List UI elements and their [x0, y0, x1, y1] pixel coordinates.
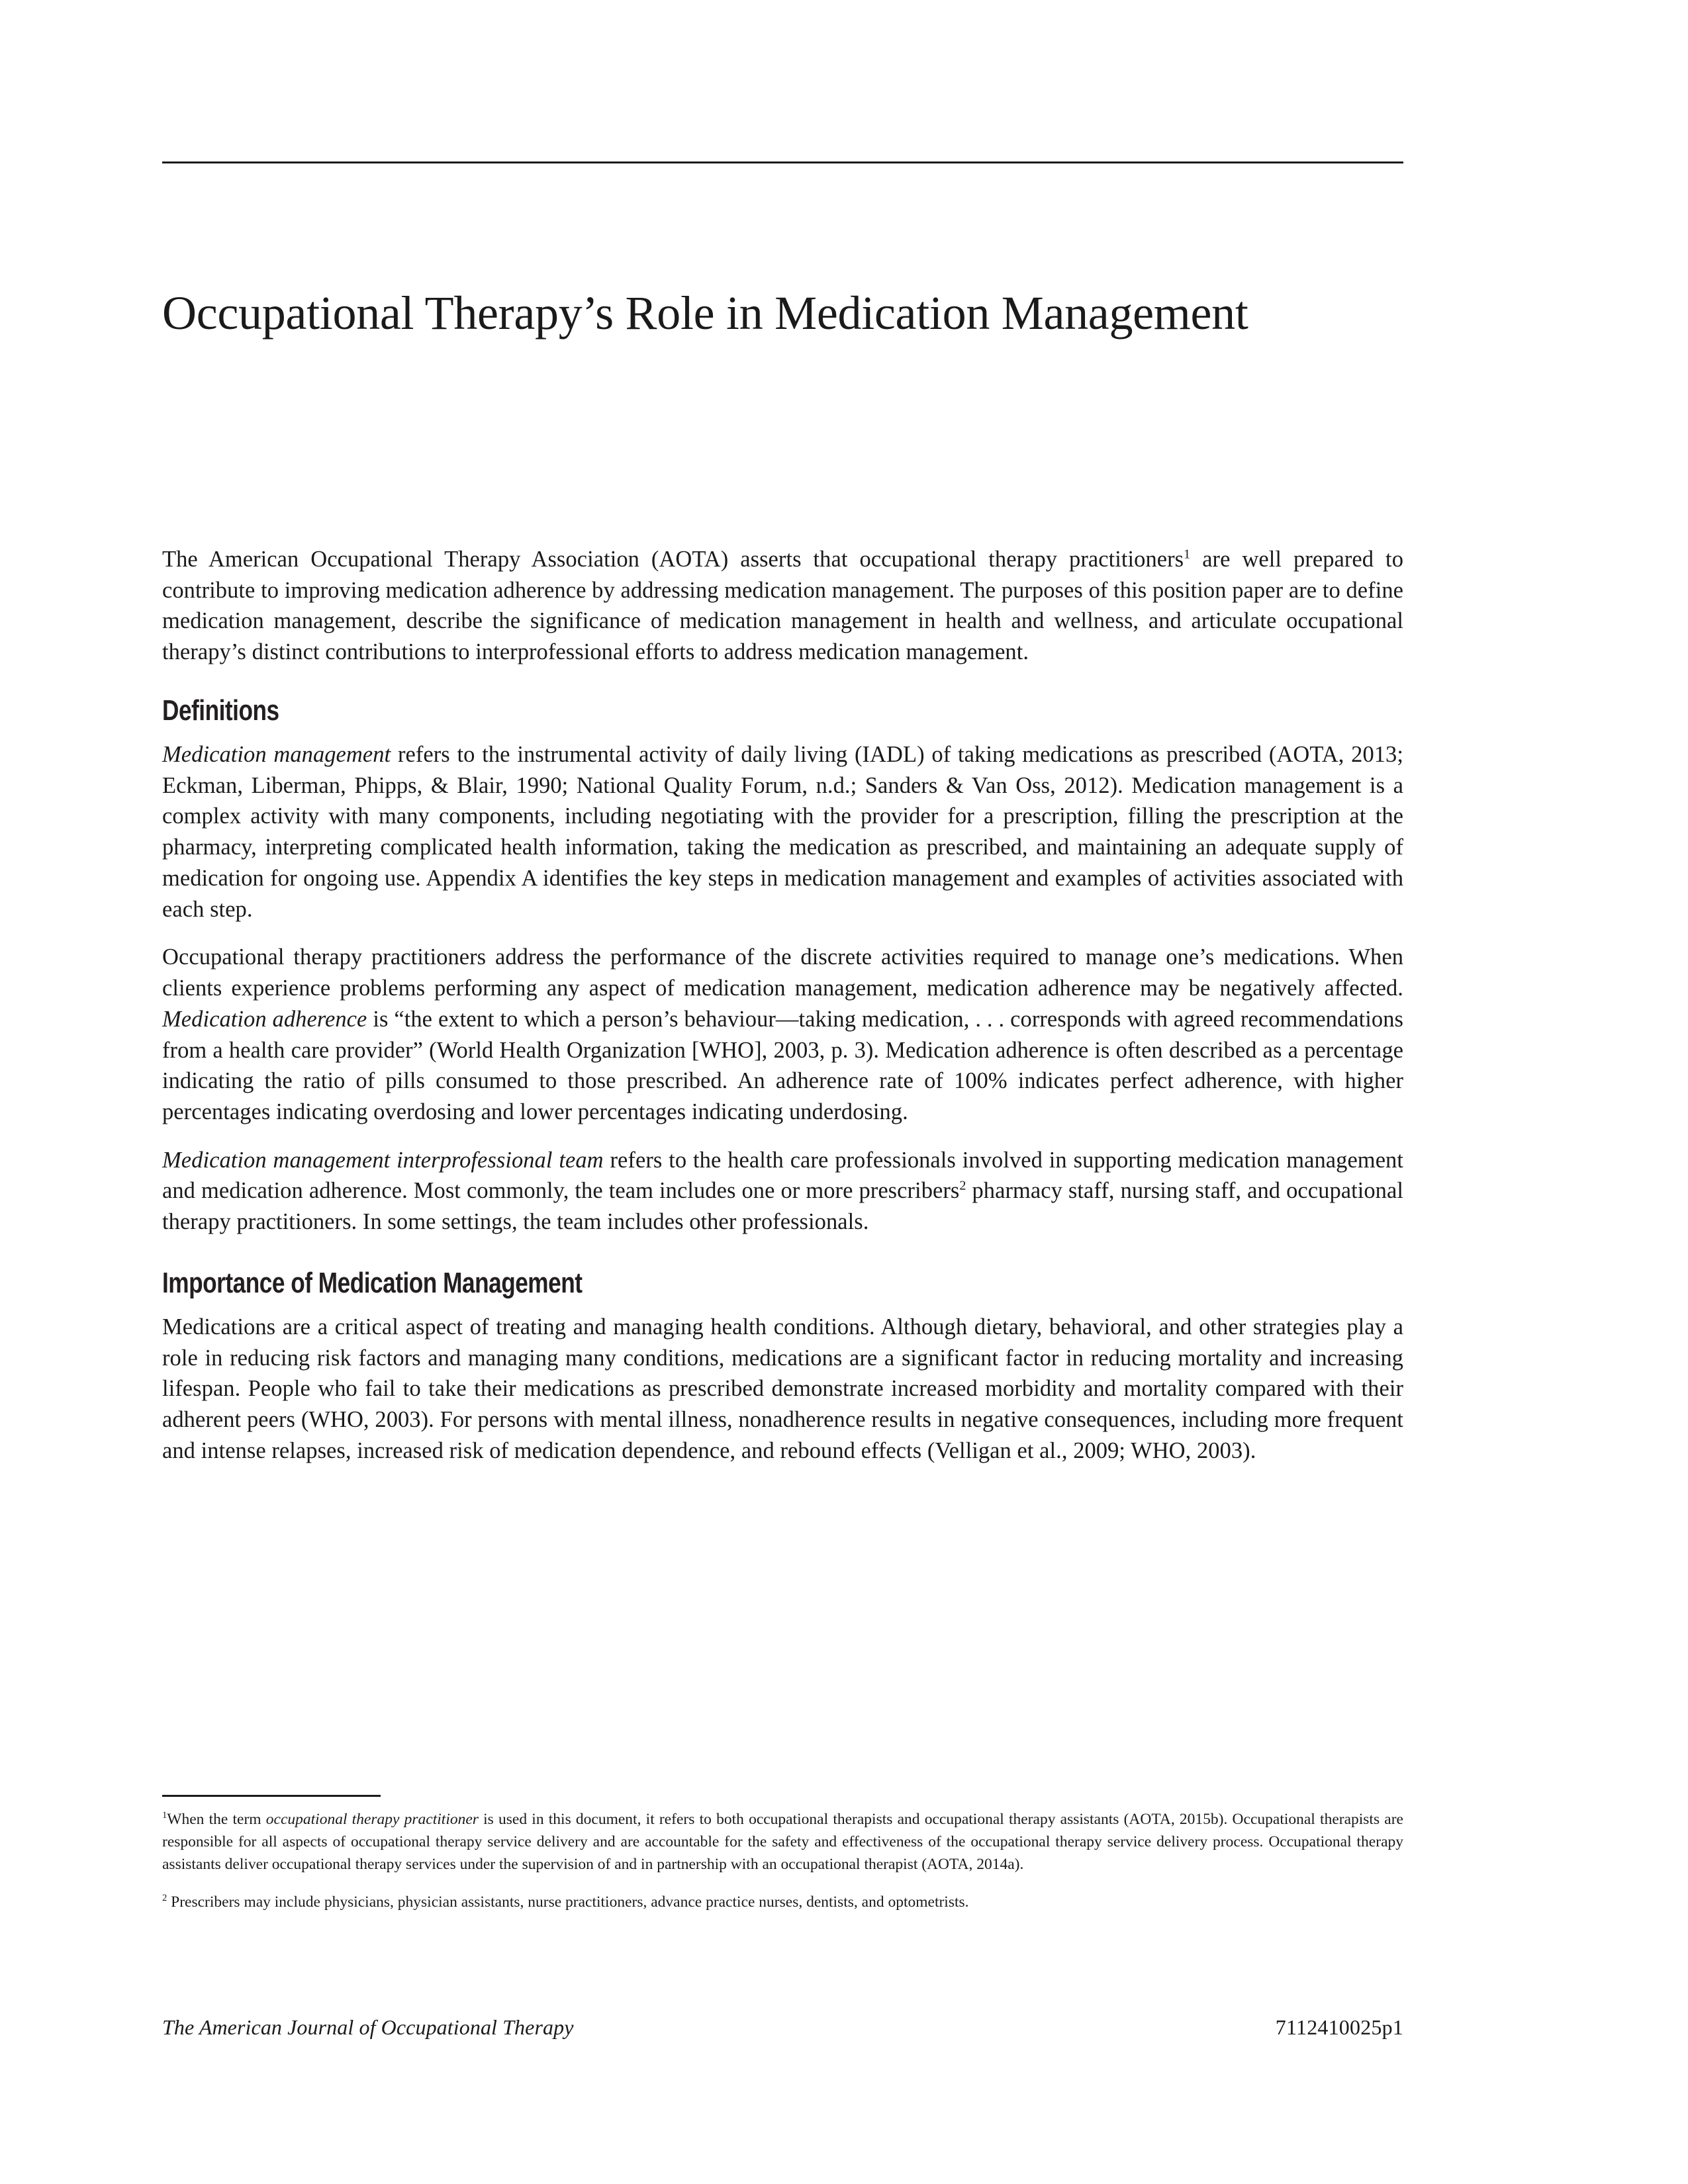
section-heading-importance: Importance of Medication Management [162, 1266, 583, 1299]
footnote-2 [162, 1891, 1403, 1914]
term-medication-adherence: Medication adherence [162, 1006, 367, 1032]
footer-journal-name: The American Journal of Occupational Therapy [162, 2015, 574, 2039]
section-heading-definitions: Definitions [162, 694, 279, 727]
abstract-text-after-footnote: are well prepared to contribute to improving medication adherence by addressing medication management. The purposes of this position paper are to define medication management, describe the significance of medication management in health and wellness, and articulate occupational therapy’s distinct contributions to interprofessional efforts to address medication management. [162, 547, 1403, 665]
definitions-p2-part1: Occupational therapy practitioners address the performance of the discrete activities required to manage one’s medications. When clients experience problems performing any aspect of medication management, medication adherence may be negatively affected. [162, 944, 1403, 1001]
abstract-paragraph [162, 544, 1403, 668]
footnote-1-marker: 1 [162, 1810, 167, 1821]
definitions-p3-before-footnote: refers to the health care professionals involved in supporting medication management and medication adherence. Most commonly, the team includes one or more prescribers [162, 1147, 1403, 1204]
definitions-paragraph-2 [162, 942, 1403, 1127]
header-rule [162, 161, 1403, 163]
definitions-p2-part2: is “the extent to which a person’s behaviour—taking medication, . . . corresponds with agreed recommendations from a health care provider” (World Health Organization [WHO], 2003, p. 3). Medication adherence is often described as a percentage indicating the ratio of pills consumed to those prescribed. An adherence rate of 100% indicates perfect adherence, with higher percentages indicating overdosing and lower percentages indicating underdosing. [162, 1006, 1403, 1125]
footnote-2-marker: 2 [162, 1893, 167, 1904]
footnote-marker-1: 1 [1184, 547, 1191, 562]
footnote-2-text: Prescribers may include physicians, physician assistants, nurse practitioners, advance practice nurses, dentists, and optometrists. [167, 1893, 969, 1911]
footer-page-id: 7112410025p1 [1275, 2015, 1403, 2039]
definitions-p1-rest: refers to the instrumental activity of daily living (IADL) of taking medications as prescribed (AOTA, 2013; Eckman, Liberman, Phipps, & Blair, 1990; National Quality Forum, n.d.; Sanders & Van Oss, 2012). Medication management is a complex activity with many components, including negotiating with the provider for a prescription, filling the prescription at the pharmacy, interpreting complicated health information, taking the medication as prescribed, and maintaining an adequate supply of medication for ongoing use. Appendix A identifies the key steps in medication management and examples of activities associated with each step. [162, 741, 1403, 922]
footnote-marker-2: 2 [959, 1178, 966, 1193]
footnote-1-italic-term: occupational therapy practitioner [265, 1811, 479, 1828]
term-medication-management: Medication management [162, 741, 391, 767]
definitions-paragraph-1 [162, 739, 1403, 925]
footnote-1-part2: is used in this document, it refers to both occupational therapists and occupational therapy assistants (AOTA, 2015b). Occupational therapists are responsible for all aspects of occupational therapy service delivery and are accountable for the safety and effectiveness of the occupational therapy service delivery process. Occupational therapy assistants deliver occupational therapy services under the supervision of and in partnership with an occupational therapist (AOTA, 2014a). [162, 1811, 1403, 1873]
page-footer [162, 2015, 1403, 2040]
term-interprofessional-team: Medication management interprofessional team [162, 1147, 604, 1173]
footnotes-block [162, 1795, 1403, 1914]
document-body [162, 544, 1403, 1467]
page-title: Occupational Therapy’s Role in Medication Management [162, 287, 1248, 340]
footnote-1 [162, 1809, 1403, 1876]
footnote-separator-rule [162, 1795, 381, 1797]
importance-paragraph-1: Medications are a critical aspect of treating and managing health conditions. Although dietary, behavioral, and other strategies play a role in reducing risk factors and managing many conditions, medications are a significant factor in reducing mortality and increasing lifespan. People who fail to take their medications as prescribed demonstrate increased morbidity and mortality compared with their adherent peers (WHO, 2003). For persons with mental illness, nonadherence results in negative consequences, including more frequent and intense relapses, increased risk of medication dependence, and rebound effects (Velligan et al., 2009; WHO, 2003). [162, 1314, 1403, 1463]
abstract-text-before-footnote: The American Occupational Therapy Association (AOTA) asserts that occupational therapy practitioners [162, 547, 1184, 572]
definitions-paragraph-3 [162, 1145, 1403, 1238]
footnote-1-part1: When the term [167, 1811, 266, 1828]
definitions-p3-after-footnote: pharmacy staff, nursing staff, and occupational therapy practitioners. In some settings, the team includes other professionals. [162, 1178, 1403, 1235]
